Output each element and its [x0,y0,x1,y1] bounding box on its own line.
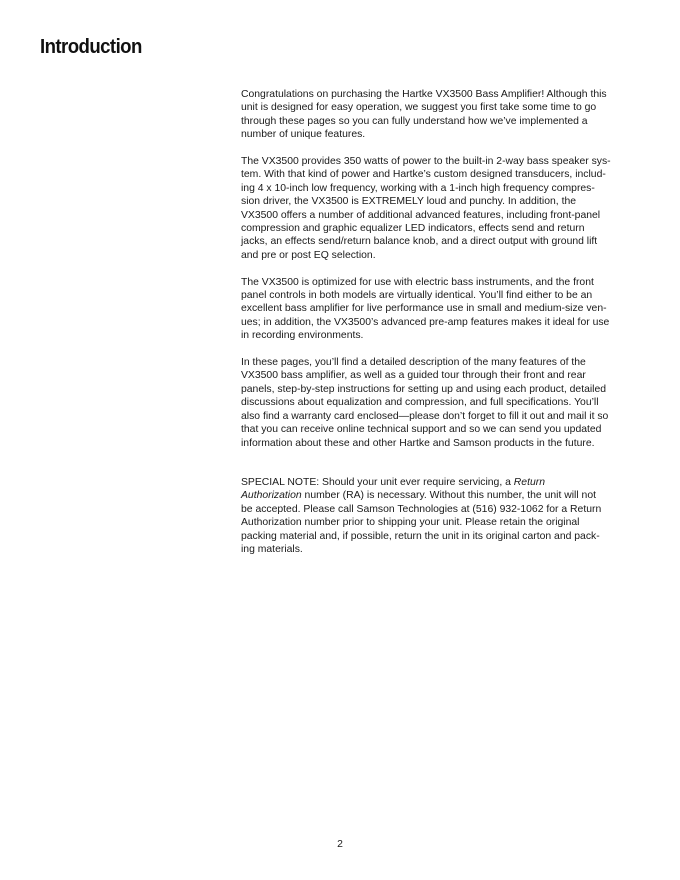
text-line: that you can receive online technical support and so we can send you updated [241,424,602,436]
text-line: panels, step-by-step instructions for setting up and using each product, detailed [241,383,607,395]
text-line: excellent bass amplifier for live performance use in small and medium-size ven- [241,303,607,315]
text-line: jacks, an effects send/return balance knob, and a direct output with ground lift [241,236,598,248]
special-note-italic-authorization: Authorization [241,490,302,502]
text-line: tem. With that kind of power and Hartke’s custom designed transducers, includ- [241,169,606,181]
text-line: ues; in addition, the VX3500’s advanced pre-amp features makes it ideal for use [241,316,610,328]
text-line: be accepted. Please call Samson Technologies at (516) 932-1062 for a Return [241,503,602,515]
special-note-prefix: SPECIAL NOTE: Should your unit ever require servicing, a [241,476,514,488]
text-line: The VX3500 provides 350 watts of power to the built-in 2-way bass speaker sys- [241,156,611,168]
text-line [241,489,641,502]
text-line: through these pages so you can fully understand how we’ve implemented a [241,115,588,127]
paragraph-power-features [241,155,641,262]
special-note-italic-return: Return [513,476,545,488]
text-line: Congratulations on purchasing the Hartke VX3500 Bass Amplifier! Although this [241,89,607,100]
special-note-line2-suffix: number (RA) is necessary. Without this number, the unit will not [301,490,596,502]
text-line: and pre or post EQ selection. [241,249,376,261]
text-line: unit is designed for easy operation, we suggest you first take some time to go [241,102,597,114]
text-line: number of unique features. [241,129,366,141]
text-line: packing material and, if possible, return the unit in its original carton and pack- [241,530,600,542]
paragraph-congratulations [241,88,641,142]
page-number: 2 [337,839,343,850]
text-line: panel controls in both models are virtually identical. You’ll find either to be an [241,290,593,302]
page-title: Introduction [40,36,142,58]
text-line: The VX3500 is optimized for use with electric bass instruments, and the front [241,276,594,288]
text-line: sion driver, the VX3500 is EXTREMELY loud and punchy. In addition, the [241,196,577,208]
text-line [241,476,641,489]
text-line: discussions about equalization and compression, and full specifications. You’ll [241,397,599,409]
text-line: ing materials. [241,543,303,555]
text-line: VX3500 offers a number of additional advanced features, including front-panel [241,209,601,221]
body-text-column [241,88,641,570]
text-line: ing 4 x 10-inch low frequency, working with a 1-inch high frequency compres- [241,182,595,194]
paragraph-in-these-pages [241,356,641,450]
text-line: in recording environments. [241,330,364,342]
text-line: VX3500 bass amplifier, as well as a guided tour through their front and rear [241,370,586,382]
special-note [241,476,641,556]
text-line: Authorization number prior to shipping your unit. Please retain the original [241,517,580,529]
text-line: also find a warranty card enclosed—please don’t forget to fill it out and mail it so [241,410,609,422]
text-line: information about these and other Hartke and Samson products in the future. [241,437,595,449]
paragraph-optimized-use [241,276,641,343]
text-line: In these pages, you’ll find a detailed description of the many features of the [241,357,586,369]
text-line: compression and graphic equalizer LED indicators, effects send and return [241,223,585,235]
